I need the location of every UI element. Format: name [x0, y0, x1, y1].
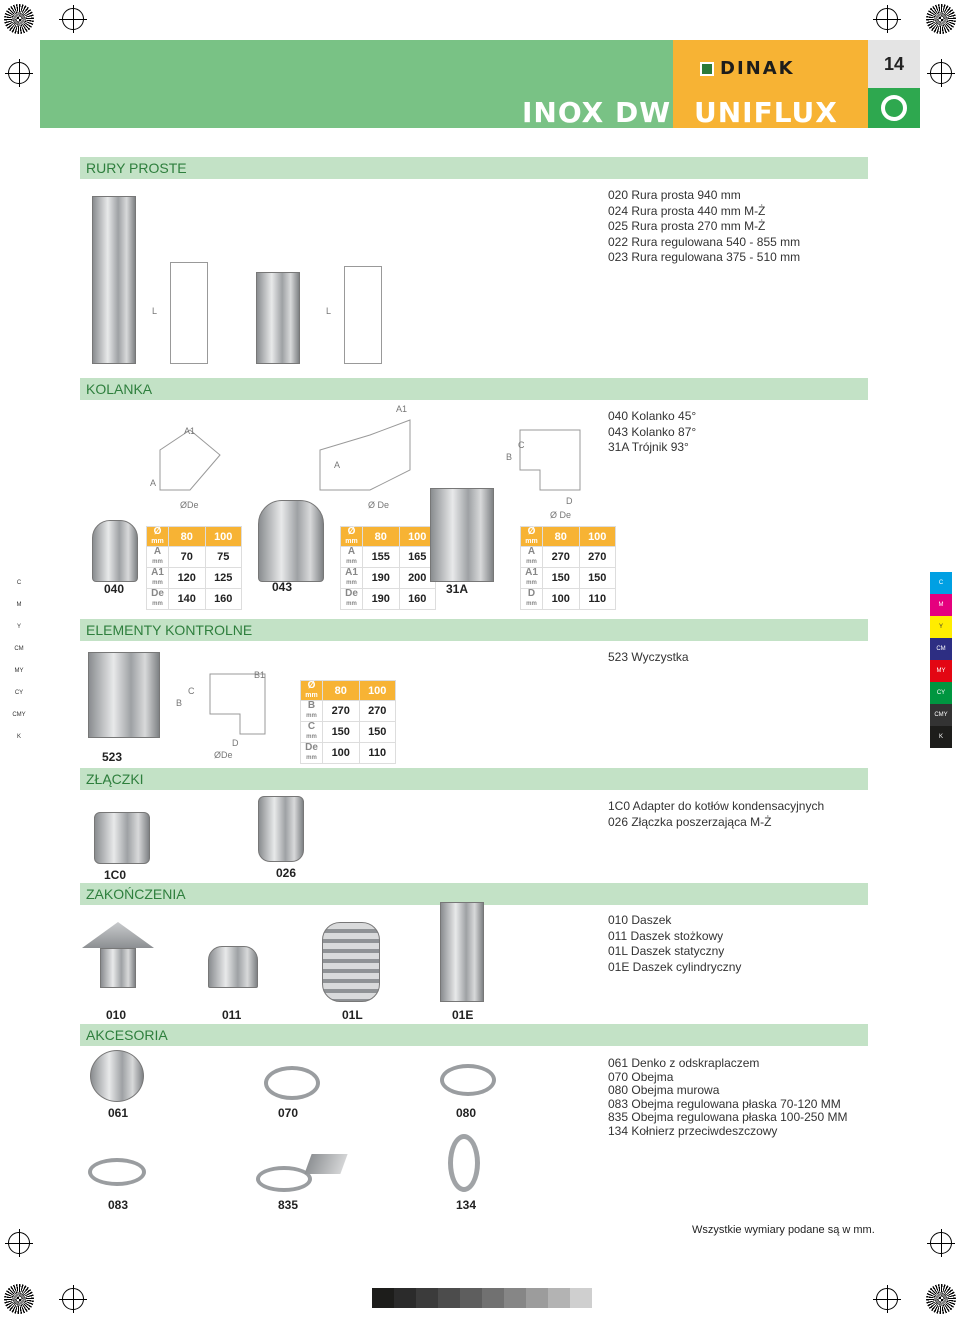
desc-line: 31A Trójnik 93°: [608, 440, 689, 454]
table-row-label: A1 mm: [521, 568, 543, 589]
dim-table-040: [146, 526, 242, 610]
dim-label-b1: B1: [254, 670, 266, 680]
desc-line: 1C0 Adapter do kotłów kondensacyjnych: [608, 799, 825, 813]
desc-line: 011 Daszek stożkowy: [608, 928, 724, 943]
grey-swatch: [394, 1288, 416, 1308]
table-cell: 110: [359, 743, 396, 764]
adjustable-clamp-image: [88, 1158, 146, 1186]
table-row-label: D mm: [521, 589, 543, 610]
color-label-c: C: [16, 580, 22, 586]
page-title-right: UNIFLUX: [694, 96, 838, 129]
table-cell: 100: [323, 743, 360, 764]
table-cell: 70: [169, 547, 206, 568]
code-523: 523: [102, 750, 123, 764]
table-header-cell: 100: [399, 527, 436, 547]
color-swatch-cmy: CMY: [930, 704, 952, 726]
dim-label-l: L: [326, 306, 332, 316]
table-row-label: De mm: [301, 743, 323, 764]
logo-mark-icon: [700, 62, 714, 76]
crosshair-mark: [62, 8, 84, 30]
code-01l: 01L: [342, 1008, 363, 1022]
section-title-zlaczki: ZŁĄCZKI: [80, 768, 868, 790]
table-cell: 270: [543, 547, 580, 568]
circle-icon: [868, 88, 920, 128]
registration-wheel-bottom-left: [4, 1284, 34, 1314]
drain-base-image: [90, 1050, 144, 1102]
color-label-cy: CY: [14, 690, 24, 696]
crosshair-mark: [876, 1288, 898, 1310]
dim-table-31a: [520, 526, 616, 610]
crosshair-mark: [8, 1232, 30, 1254]
table-cell: 200: [399, 568, 436, 589]
dim-table-523: [300, 680, 396, 764]
dim-label-l: L: [152, 306, 158, 316]
code-01e: 01E: [452, 1008, 474, 1022]
table-cell: 150: [359, 722, 396, 743]
table-cell: 150: [323, 722, 360, 743]
table-row-label: De mm: [147, 589, 169, 610]
color-swatch-cy: CY: [930, 682, 952, 704]
conical-cap-image: [208, 946, 258, 988]
registration-wheel-top-left: [4, 4, 34, 34]
table-cell: 150: [543, 568, 580, 589]
color-swatch-m: M: [930, 594, 952, 616]
rain-collar-image: [448, 1134, 480, 1192]
code-040: 040: [104, 582, 125, 596]
desc-line: 134 Kołnierz przeciwdeszczowy: [608, 1123, 778, 1138]
code-011: 011: [222, 1008, 242, 1022]
kontrolne-description: [608, 650, 689, 666]
code-835: 835: [278, 1198, 299, 1212]
footnote: Wszystkie wymiary podane są w mm.: [692, 1224, 875, 1236]
desc-line: 01E Daszek cylindryczny: [608, 959, 742, 974]
code-080: 080: [456, 1106, 477, 1120]
dim-label-d: D: [566, 496, 573, 506]
crosshair-mark: [62, 1288, 84, 1310]
table-cell: 160: [205, 589, 242, 610]
section-title-kolanka: KOLANKA: [80, 378, 868, 400]
dim-label-de: ØDe: [180, 500, 199, 510]
desc-line: 026 Złączka poszerzająca M-Ż: [608, 814, 772, 829]
grey-swatch: [504, 1288, 526, 1308]
table-row-label: C mm: [301, 722, 323, 743]
desc-line: 080 Obejma murowa: [608, 1083, 720, 1097]
table-cell: 160: [399, 589, 436, 610]
elbow-87-image: [258, 500, 324, 582]
desc-line: 025 Rura prosta 270 mm M-Ż: [608, 219, 766, 233]
desc-line: 835 Obejma regulowana płaska 100-250 MM: [608, 1110, 848, 1124]
page-number: 14: [868, 40, 920, 88]
grey-swatch: [460, 1288, 482, 1308]
clamp-bracket-image: [304, 1154, 347, 1174]
elbow-45-image: [92, 520, 138, 582]
grey-swatch: [482, 1288, 504, 1308]
table-cell: 270: [359, 701, 396, 722]
table-row-label: A mm: [147, 547, 169, 568]
code-061: 061: [108, 1106, 129, 1120]
table-header-cell: 100: [205, 527, 242, 547]
crosshair-mark: [930, 62, 952, 84]
code-1c0: 1C0: [104, 868, 127, 882]
code-070: 070: [278, 1106, 299, 1120]
color-swatch-my: MY: [930, 660, 952, 682]
registration-wheel-bottom-right: [926, 1284, 956, 1314]
grey-swatch: [570, 1288, 592, 1308]
table-row-label: A1 mm: [147, 568, 169, 589]
desc-line: 020 Rura prosta 940 mm: [608, 188, 741, 202]
table-cell: 165: [399, 547, 436, 568]
table-header-symbol: Ø mm: [301, 681, 323, 701]
desc-line: 043 Kolanko 87°: [608, 424, 697, 439]
dim-label-b: B: [506, 452, 513, 462]
table-header-cell: 80: [169, 527, 206, 547]
dim-label-d: D: [232, 738, 239, 748]
kolanka-description: [608, 409, 696, 456]
cap-roof-image: [82, 922, 154, 948]
color-swatch-y: Y: [930, 616, 952, 638]
akcesoria-description: [608, 1057, 847, 1138]
wall-clamp-image: [440, 1064, 496, 1096]
table-cell: 120: [169, 568, 206, 589]
clamp-image: [264, 1066, 320, 1100]
pipe-drawing: [170, 262, 208, 364]
desc-line: 023 Rura regulowana 375 - 510 mm: [608, 250, 801, 264]
registration-wheel-top-right: [926, 4, 956, 34]
static-cap-image: [322, 922, 380, 1002]
table-cell: 270: [579, 547, 616, 568]
grey-swatch: [372, 1288, 394, 1308]
crosshair-mark: [8, 62, 30, 84]
table-cell: 190: [363, 589, 400, 610]
dim-label-a1: A1: [184, 426, 196, 436]
code-31a: 31A: [446, 582, 469, 596]
table-header-symbol: Ø mm: [341, 527, 363, 547]
section-title-zakonczenia: ZAKOŃCZENIA: [80, 883, 868, 905]
adjustable-pipe-image: [256, 272, 300, 364]
dim-label-de: Ø De: [368, 500, 390, 510]
table-row-label: A mm: [341, 547, 363, 568]
desc-line: 024 Rura prosta 440 mm M-Ż: [608, 203, 766, 218]
dim-label-a1: A1: [396, 404, 408, 414]
color-label-cm: CM: [14, 646, 24, 652]
dim-table-043: [340, 526, 436, 610]
color-label-k: K: [16, 734, 21, 740]
rury-description: [608, 188, 800, 266]
dim-label-de: ØDe: [214, 750, 233, 760]
color-label-m: M: [16, 602, 22, 608]
desc-line: 010 Daszek: [608, 913, 672, 927]
color-label-cmy: CMY: [12, 712, 26, 718]
adjustable-pipe-drawing: [344, 266, 382, 364]
desc-line: 083 Obejma regulowana płaska 70-120 MM: [608, 1096, 841, 1111]
dim-label-c: C: [188, 686, 195, 696]
zakonczenia-description: [608, 913, 741, 975]
table-cell: 100: [543, 589, 580, 610]
table-cell: 140: [169, 589, 206, 610]
table-row-label: B mm: [301, 701, 323, 722]
cap-body-image: [100, 948, 136, 988]
cleanout-image: [88, 652, 160, 738]
page-title-left: INOX DW: [522, 96, 672, 129]
adjustable-clamp-large-image: [256, 1166, 312, 1192]
table-cell: 75: [205, 547, 242, 568]
code-010: 010: [106, 1008, 127, 1022]
desc-line: 523 Wyczystka: [608, 650, 689, 664]
desc-line: 01L Daszek statyczny: [608, 944, 725, 958]
section-title-rury: RURY PROSTE: [80, 157, 868, 179]
table-cell: 150: [579, 568, 616, 589]
crosshair-mark: [876, 8, 898, 30]
code-083: 083: [108, 1198, 129, 1212]
color-swatch-c: C: [930, 572, 952, 594]
zlaczki-description: [608, 799, 824, 830]
dim-label-a: A: [150, 478, 157, 488]
table-cell: 110: [579, 589, 616, 610]
grey-swatch: [438, 1288, 460, 1308]
table-header-cell: 80: [323, 681, 360, 701]
crosshair-mark: [930, 1232, 952, 1254]
reducer-image: [258, 796, 304, 862]
grey-swatch: [548, 1288, 570, 1308]
desc-line: 040 Kolanko 45°: [608, 409, 697, 423]
color-swatch-k: K: [930, 726, 952, 748]
desc-line: 022 Rura regulowana 540 - 855 mm: [608, 234, 801, 249]
adapter-image: [94, 812, 150, 864]
code-043: 043: [272, 580, 293, 594]
table-row-label: De mm: [341, 589, 363, 610]
cylindrical-cap-image: [440, 902, 484, 1002]
color-swatch-cm: CM: [930, 638, 952, 660]
table-header-cell: 100: [579, 527, 616, 547]
table-header-cell: 80: [363, 527, 400, 547]
table-header-cell: 100: [359, 681, 396, 701]
dim-label-c: C: [518, 440, 525, 450]
code-026: 026: [276, 866, 297, 880]
grey-swatch: [416, 1288, 438, 1308]
table-cell: 190: [363, 568, 400, 589]
table-row-label: A mm: [521, 547, 543, 568]
code-134: 134: [456, 1198, 477, 1212]
table-cell: 125: [205, 568, 242, 589]
color-label-my: MY: [14, 668, 24, 674]
desc-line: 061 Denko z odskraplaczem: [608, 1056, 760, 1070]
table-header-symbol: Ø mm: [147, 527, 169, 547]
dim-label-a: A: [334, 460, 341, 470]
color-label-y: Y: [16, 624, 21, 630]
brand-name: DINAK: [720, 58, 795, 79]
table-header-symbol: Ø mm: [521, 527, 543, 547]
section-title-kontrolne: ELEMENTY KONTROLNE: [80, 619, 868, 641]
brand-logo: [700, 58, 795, 79]
pipe-image: [92, 196, 136, 364]
table-cell: 155: [363, 547, 400, 568]
tee-image: [430, 488, 494, 582]
section-title-akcesoria: AKCESORIA: [80, 1024, 868, 1046]
dim-label-de: Ø De: [550, 510, 572, 520]
table-cell: 270: [323, 701, 360, 722]
grey-swatch: [526, 1288, 548, 1308]
table-header-cell: 80: [543, 527, 580, 547]
desc-line: 070 Obejma: [608, 1069, 674, 1084]
table-row-label: A1 mm: [341, 568, 363, 589]
dim-label-b: B: [176, 698, 183, 708]
